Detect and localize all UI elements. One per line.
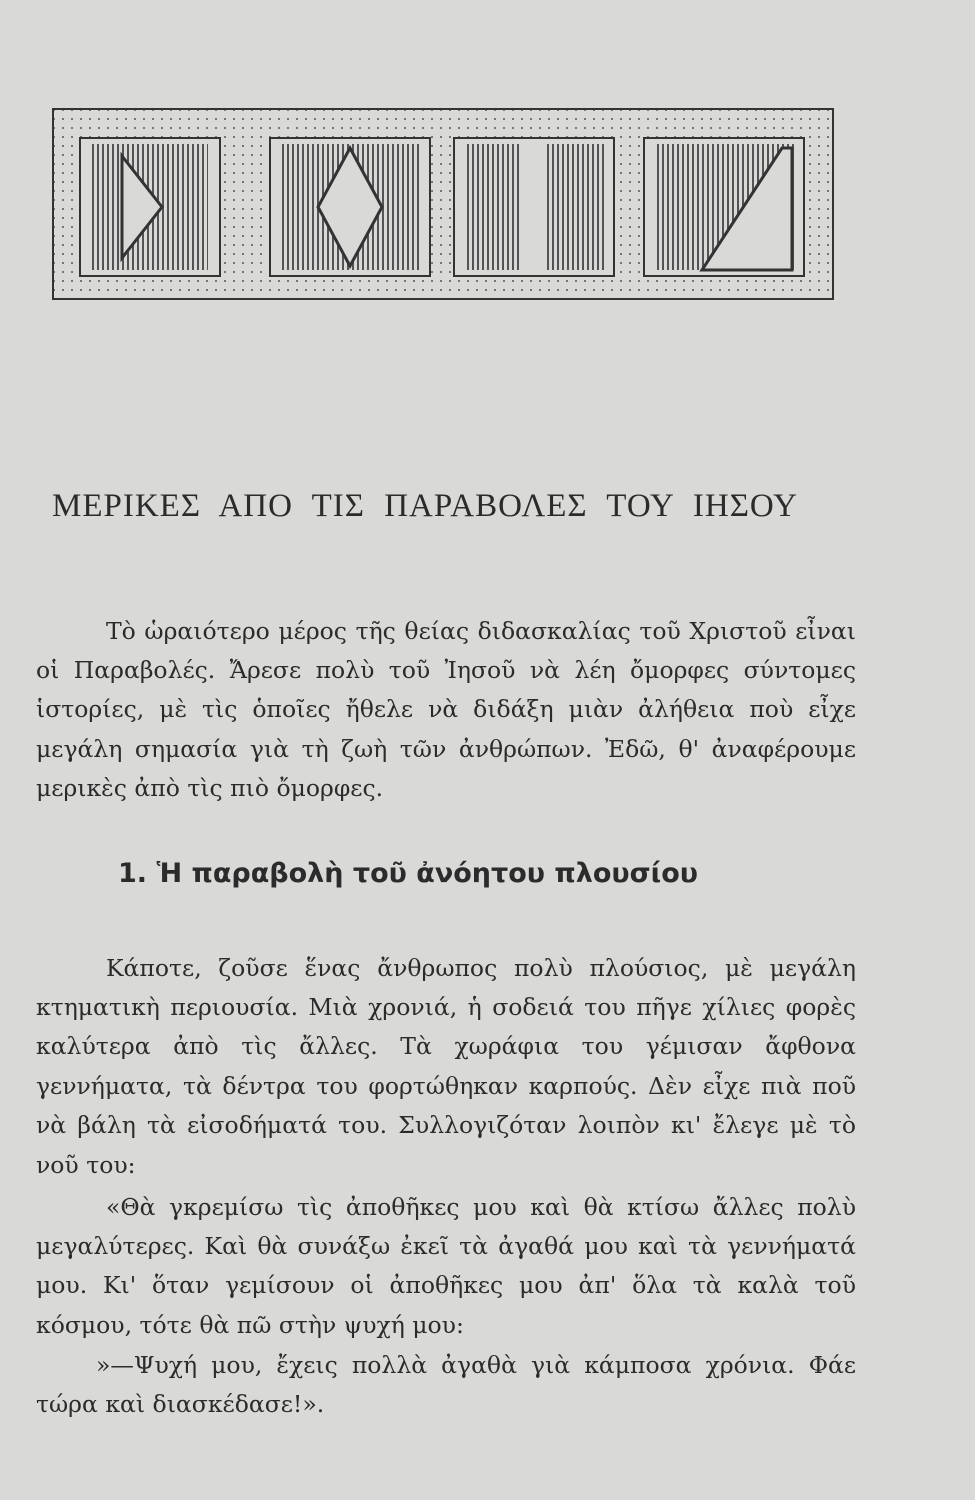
parable-title: 1. Ἡ παραβολὴ τοῦ ἀνόητου πλουσίου xyxy=(118,858,698,889)
section-heading: ΜΕΡΙΚΕΣ ΑΠΟ ΤΙΣ ΠΑΡΑΒΟΛΕΣ ΤΟΥ ΙΗΣΟΥ xyxy=(52,488,798,524)
body-paragraph: Κάποτε, ζοῦσε ἕνας ἄνθρωπος πολὺ πλούσιος, μὲ μεγάλη κτηματικὴ περιουσία. Μιὰ χρονιά, ἡ σοδειά του πῆγε χίλιες φορὲς καλύτερα ἀπὸ τὶς ἄλλες. Τὰ χωράφια του γέμισαν ἄφθονα γεννήματα, τὰ δέντρα του φορτώθηκαν καρπούς. Δὲν εἶχε πιὰ ποῦ νὰ βάλη τὰ εἰσοδήματά του. Συλλογιζόταν λοιπὸν κι' ἔλεγε μὲ τὸ νοῦ του: xyxy=(36,953,856,1179)
body-paragraph: «Θὰ γκρεμίσω τὶς ἀποθῆκες μου καὶ θὰ κτίσω ἄλλες πολὺ μεγαλύτερες. Καὶ θὰ συνάξω ἐκεῖ τὰ ἀγαθά μου καὶ τὰ γεννήματά μου. Κι' ὅταν γεμίσουν οἱ ἀποθῆκες μου ἀπ' ὅλα τὰ καλὰ τοῦ κόσμου, τότε θὰ πῶ στὴν ψυχή μου: xyxy=(36,1192,856,1339)
intro-paragraph: Τὸ ὡραιότερο μέρος τῆς θείας διδασκαλίας τοῦ Χριστοῦ εἶναι οἱ Παραβολές. Ἄρεσε πολὺ τοῦ Ἰησοῦ νὰ λέη ὄμορφες σύντομες ἱστορίες, μὲ τὶς ὁποῖες ἤθελε νὰ διδάξη μιὰν ἀλήθεια ποὺ εἶχε μεγάλη σημασία γιὰ τὴ ζωὴ τῶν ἀνθρώπων. Ἐδῶ, θ' ἀναφέρουμε μερικὲς ἀπὸ τὶς πιὸ ὄμορφες. xyxy=(36,616,856,803)
body-paragraph: »—Ψυχή μου, ἔχεις πολλὰ ἀγαθὰ γιὰ κάμποσα χρόνια. Φάε τώρα καὶ διασκέδασε!». xyxy=(36,1350,856,1418)
decorative-title-banner-icon xyxy=(52,108,834,300)
